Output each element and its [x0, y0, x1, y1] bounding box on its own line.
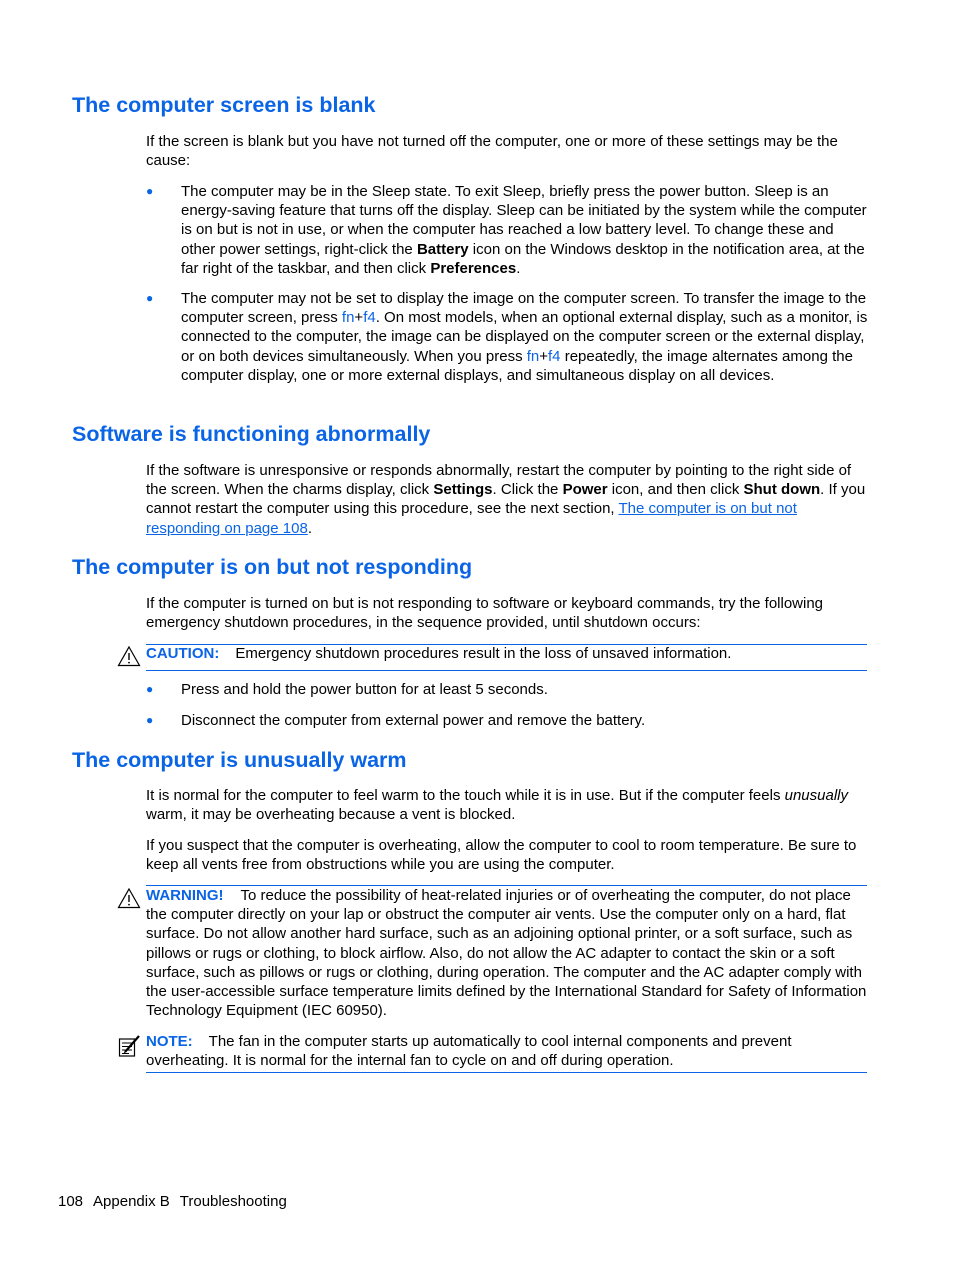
warm-paragraph-2: If you suspect that the computer is overheating, allow the computer to cool to room temperature. Be sure to keep all vents free from obstructions while you are using the computer. — [146, 837, 857, 874]
footer-chapter: Appendix B — [93, 1193, 170, 1210]
caution-label: CAUTION: — [146, 645, 220, 662]
key-fn: fn — [526, 347, 540, 365]
note-label: NOTE: — [146, 1033, 193, 1050]
note-text: The fan in the computer starts up automatically to cool internal components and prevent overheating. It is normal for the internal fan to cycle on and off during operation. — [146, 1033, 792, 1070]
key-f4: f4 — [548, 347, 561, 365]
heading-unusually-warm: The computer is unusually warm — [72, 748, 407, 772]
bullet-dot: ● — [146, 713, 154, 727]
page-footer — [58, 1192, 297, 1211]
caution-admonition — [146, 644, 868, 663]
bullet-dot: ● — [146, 291, 154, 305]
xref-link-not-responding[interactable]: The computer is on but not responding on page 108 — [146, 500, 797, 537]
heading-screen-blank: The computer screen is blank — [72, 93, 376, 117]
bullet-text-hold-power: Press and hold the power button for at least 5 seconds. — [181, 681, 548, 698]
note-pad-icon — [117, 1033, 143, 1059]
key-fn: fn — [341, 309, 355, 327]
blank-intro: If the screen is blank but you have not turned off the computer, one or more of these settings may be the cause: — [146, 133, 838, 170]
caution-text: Emergency shutdown procedures result in the loss of unsaved information. — [235, 645, 732, 662]
key-f4: f4 — [363, 309, 376, 327]
warning-triangle-icon — [117, 645, 141, 667]
responding-intro: If the computer is turned on but is not responding to software or keyboard commands, try the following emergency shutdown procedures, in the sequence provided, until shutdown occurs: — [146, 595, 824, 632]
caution-bottom-rule — [146, 670, 867, 671]
warm-paragraph-1: It is normal for the computer to feel warm to the touch while it is in use. But if the computer feels unusually warm, it may be overheating because a vent is blocked. — [146, 787, 849, 824]
footer-title: Troubleshooting — [179, 1193, 287, 1210]
page-number: 108 — [58, 1193, 84, 1210]
bullet-text-sleep: The computer may be in the Sleep state. To exit Sleep, briefly press the power button. Sleep is an energy-saving feature that turns off the display. Sleep can be initiated by the system while the computer is on but is not in use, or when the computer has reached a low battery level. To change these and other power settings, right-click the Battery icon on the Windows desktop in the notification area, at the far right of the taskbar, and then click Preferences. — [181, 183, 867, 277]
bullet-text-display: The computer may not be set to display the image on the computer screen. To transfer the image to the computer screen, press fn+f4. On most models, when an optional external display, such as a monitor, is connected to the computer, the image can be displayed on the computer screen or the external display, or on both devices simultaneously. When you press fn+f4 repeatedly, the image alternates among the computer display, one or more external displays, and simultaneous display on all devices. — [181, 290, 868, 384]
note-bottom-rule — [146, 1072, 867, 1073]
bullet-dot: ● — [146, 682, 154, 696]
heading-software-abnormal: Software is functioning abnormally — [72, 422, 431, 446]
note-admonition — [146, 1032, 868, 1070]
bullet-text-disconnect: Disconnect the computer from external power and remove the battery. — [181, 712, 646, 729]
warning-label: WARNING! — [146, 887, 224, 904]
software-paragraph: If the software is unresponsive or responds abnormally, restart the computer by pointing to the right side of the screen. When the charms display, click Settings. Click the Power icon, and then click Shut down. If you cannot restart the computer using this procedure, see the next section, The computer is on but not responding on page 108. — [146, 462, 866, 537]
bullet-dot: ● — [146, 184, 154, 198]
warning-text: To reduce the possibility of heat-related injuries or of overheating the computer, do not place the computer directly on your lap or obstruct the computer air vents. Use the computer only on a hard, flat surface. Do not allow another hard surface, such as an adjoining optional printer, or a soft surface, such as pillows or rugs or clothing, to block airflow. Also, do not allow the AC adapter to contact the skin or a soft surface, such as pillows or rugs or clothing, during operation. The computer and the AC adapter comply with the user-accessible surface temperature limits defined by the International Standard for Safety of Information Technology Equipment (IEC 60950). — [146, 887, 867, 1020]
warning-admonition — [146, 886, 868, 1020]
warning-triangle-icon — [117, 887, 141, 909]
heading-not-responding: The computer is on but not responding — [72, 555, 473, 579]
